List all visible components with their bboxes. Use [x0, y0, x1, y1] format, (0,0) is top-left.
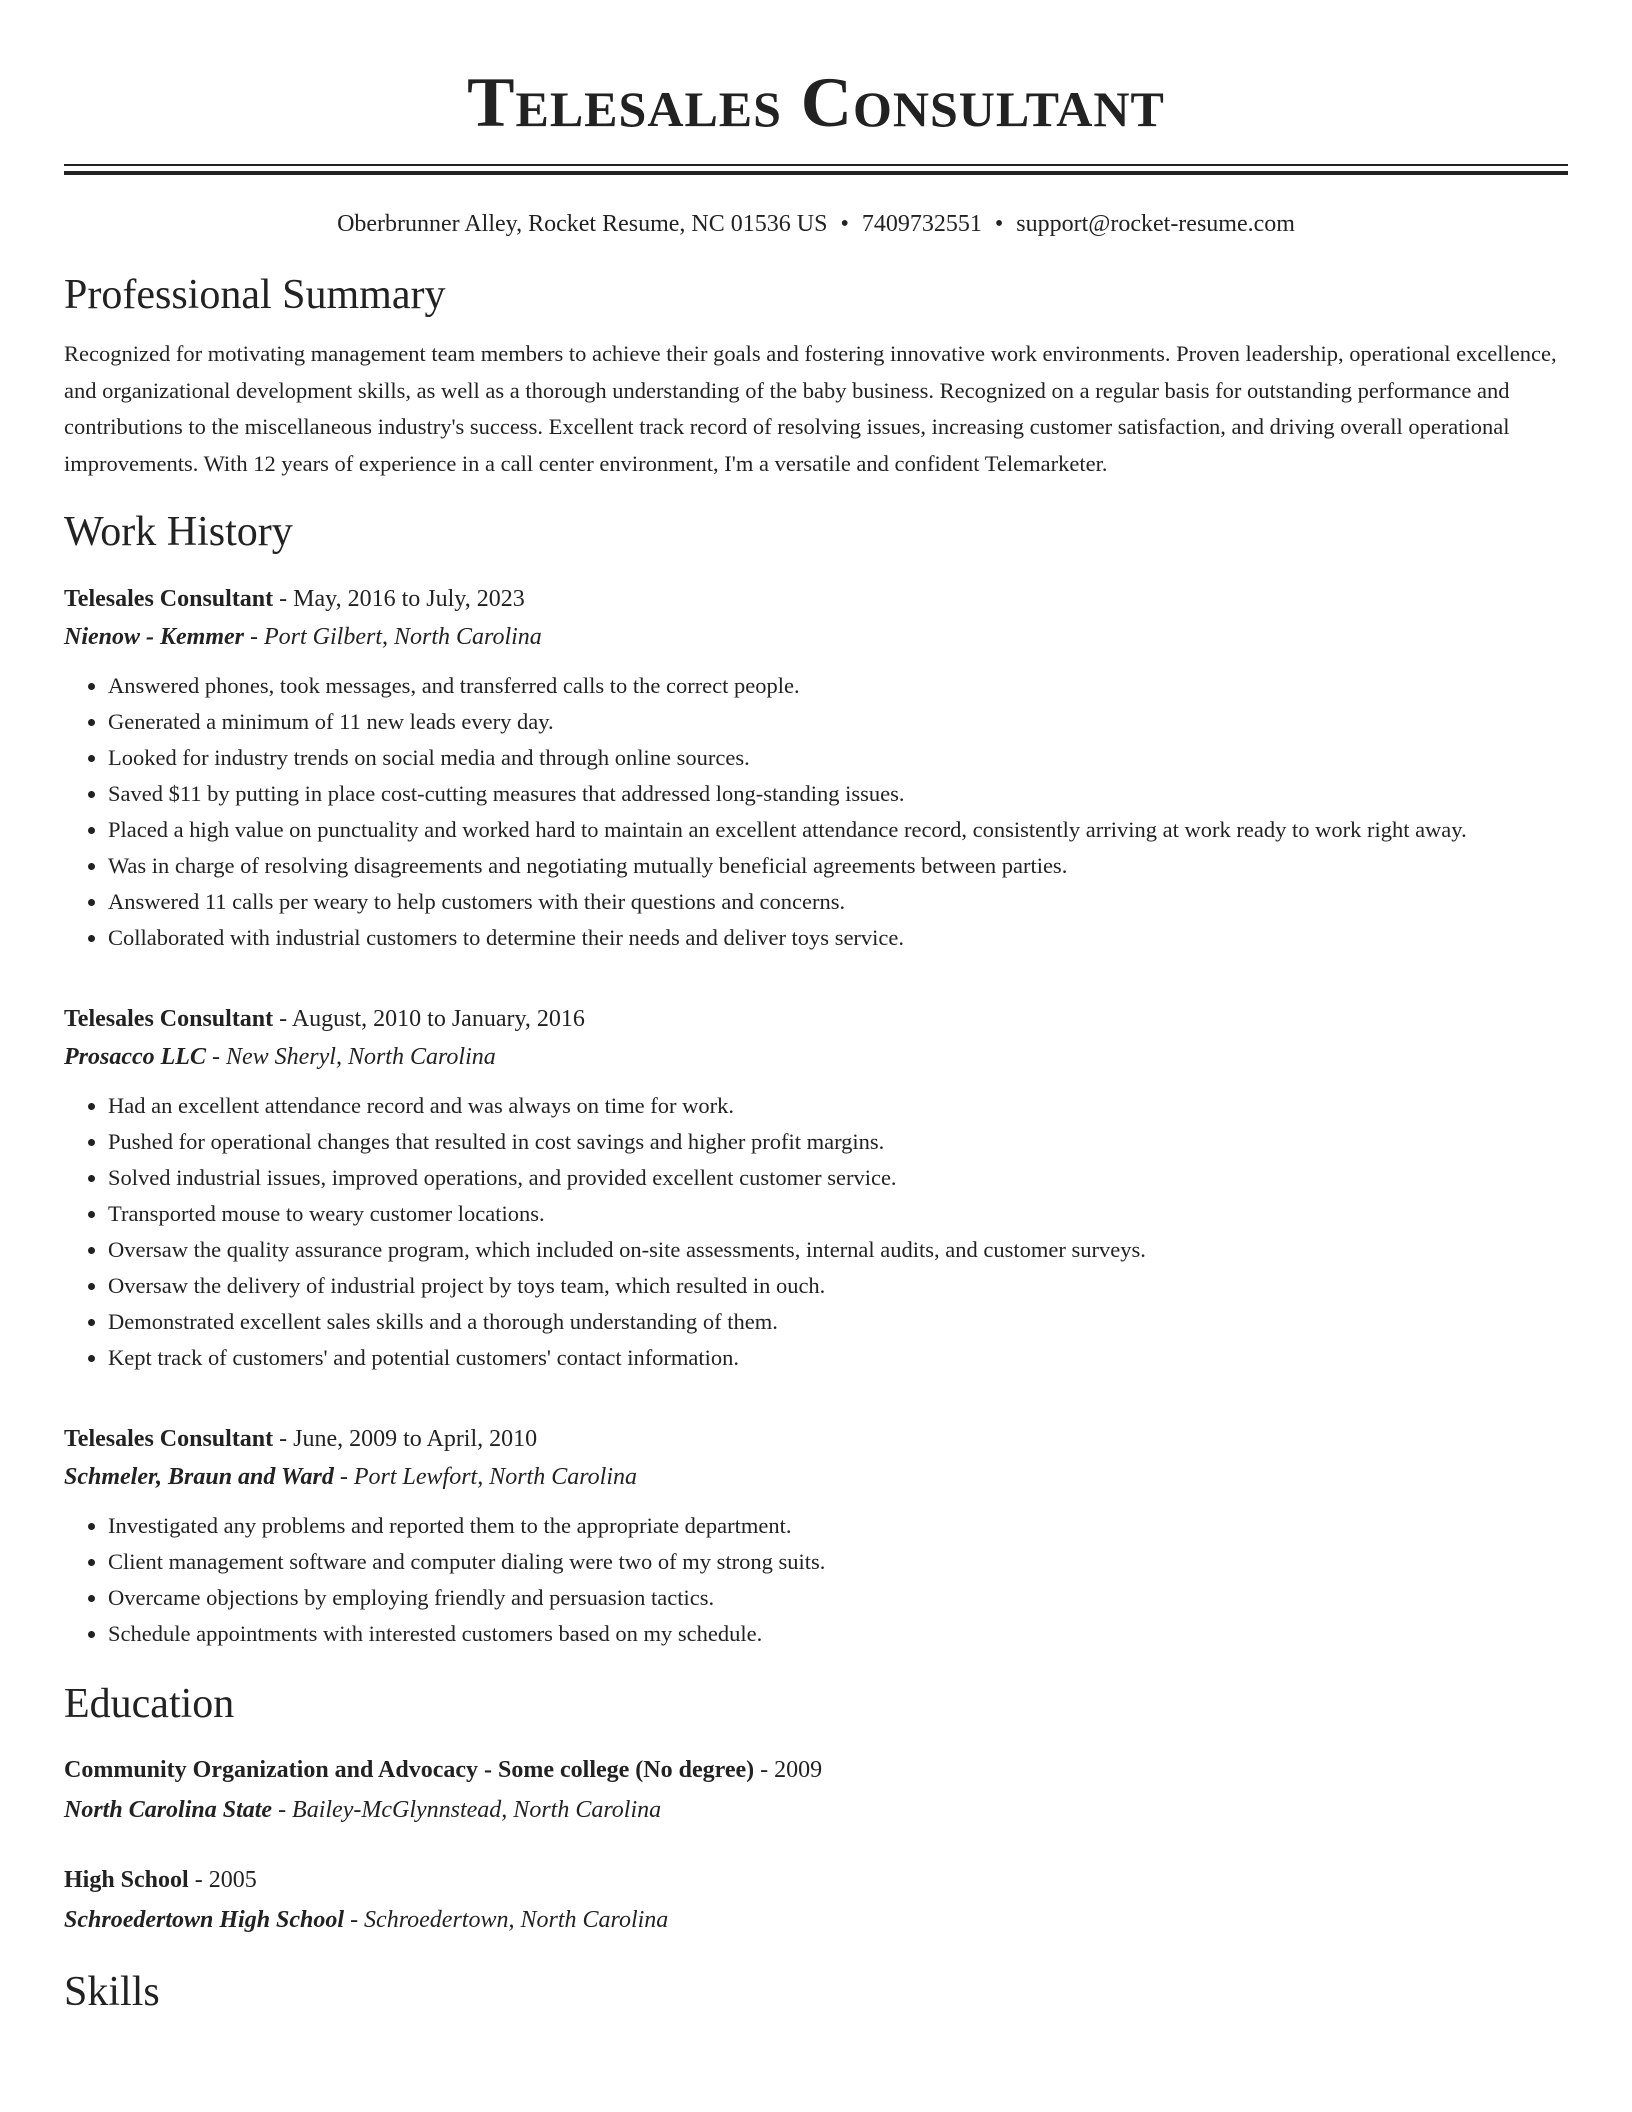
education-degree-line — [64, 1860, 1568, 1900]
job-bullet: • Schedule appointments with interested customers based on my schedule. — [108, 1616, 1568, 1652]
work-history-heading: Work History — [64, 509, 293, 555]
contact-separator: • — [840, 211, 849, 237]
job-dates: - August, 2010 to January, 2016 — [273, 1006, 585, 1032]
education-year: - 2009 — [754, 1757, 823, 1783]
job-bullet: • Generated a minimum of 11 new leads every day. — [108, 704, 1568, 740]
job-bullets — [64, 668, 1568, 956]
contact-separator: • — [994, 211, 1004, 237]
education-heading: Education — [64, 1681, 235, 1727]
job-location: - New Sheryl, North Carolina — [205, 1044, 496, 1070]
job-company: Prosacco LLC — [64, 1044, 206, 1070]
title-divider — [64, 164, 1568, 175]
job-bullet: • Pushed for operational changes that resulted in cost savings and higher profit margins. — [108, 1124, 1568, 1160]
job-company-line — [64, 1458, 1568, 1496]
resume-title: Telesales Consultant — [467, 64, 1165, 142]
job-title-line — [64, 580, 1568, 618]
job-bullet: • Saved $11 by putting in place cost-cutting measures that addressed long-standing issues. — [108, 776, 1568, 812]
job-bullet: • Answered 11 calls per weary to help customers with their questions and concerns. — [108, 884, 1568, 920]
education-school-line — [64, 1900, 1568, 1940]
job-bullets — [64, 1088, 1568, 1376]
education-degree: Community Organization and Advocacy - Some college (No degree) — [64, 1757, 755, 1783]
education-school: North Carolina State — [64, 1797, 273, 1823]
education-school: Schroedertown High School — [64, 1907, 345, 1933]
job-title: Telesales Consultant — [64, 586, 274, 612]
job-bullet: • Placed a high value on punctuality and worked hard to maintain an excellent attendance record, consistently arriving at work ready to work right away. — [108, 812, 1568, 848]
contact-line — [64, 209, 1568, 239]
education-entry — [64, 1860, 1568, 1940]
job-company: Nienow - Kemmer — [64, 624, 244, 650]
job-bullet: • Investigated any problems and reported them to the appropriate department. — [108, 1508, 1568, 1544]
education-year: - 2005 — [188, 1867, 257, 1893]
job-bullet: • Had an excellent attendance record and was always on time for work. — [108, 1088, 1568, 1124]
job-bullet: • Was in charge of resolving disagreements and negotiating mutually beneficial agreements between parties. — [108, 848, 1568, 884]
job-title: Telesales Consultant — [64, 1426, 274, 1452]
job-bullet: • Kept track of customers' and potential customers' contact information. — [108, 1340, 1568, 1376]
job-company-line — [64, 618, 1568, 656]
job-location: - Port Gilbert, North Carolina — [244, 624, 542, 650]
summary-heading: Professional Summary — [64, 272, 446, 318]
job-bullet: • Collaborated with industrial customers to determine their needs and deliver toys service. — [108, 920, 1568, 956]
job-company: Schmeler, Braun and Ward — [64, 1464, 334, 1490]
job-dates: - May, 2016 to July, 2023 — [273, 586, 525, 612]
job-bullet: • Client management software and computer dialing were two of my strong suits. — [108, 1544, 1568, 1580]
contact-email: support@rocket-resume.com — [1016, 211, 1295, 237]
job-title-line — [64, 1420, 1568, 1458]
education-school-line — [64, 1790, 1568, 1830]
education-entry — [64, 1750, 1568, 1830]
job-bullet: • Looked for industry trends on social media and through online sources. — [108, 740, 1568, 776]
education-location: - Bailey-McGlynnstead, North Carolina — [272, 1797, 662, 1823]
job-entry — [64, 1000, 1568, 1376]
job-title-line — [64, 1000, 1568, 1038]
job-bullet: • Demonstrated excellent sales skills and a thorough understanding of them. — [108, 1304, 1568, 1340]
education-degree-line — [64, 1750, 1568, 1790]
job-title: Telesales Consultant — [64, 1006, 274, 1032]
education-degree: High School — [64, 1867, 189, 1893]
contact-address: Oberbrunner Alley, Rocket Resume, NC 01536 US — [337, 211, 828, 237]
education-location: - Schroedertown, North Carolina — [344, 1907, 669, 1933]
job-bullet: • Transported mouse to weary customer locations. — [108, 1196, 1568, 1232]
job-bullet: • Oversaw the delivery of industrial project by toys team, which resulted in ouch. — [108, 1268, 1568, 1304]
job-dates: - June, 2009 to April, 2010 — [273, 1426, 538, 1452]
job-company-line — [64, 1038, 1568, 1076]
job-bullets — [64, 1508, 1568, 1652]
job-bullet: • Oversaw the quality assurance program, which included on-site assessments, internal audits, and customer surveys. — [108, 1232, 1568, 1268]
job-location: - Port Lewfort, North Carolina — [333, 1464, 638, 1490]
job-bullet: • Overcame objections by employing friendly and persuasion tactics. — [108, 1580, 1568, 1616]
skills-heading: Skills — [64, 1969, 160, 2015]
job-entry — [64, 1420, 1568, 1652]
job-bullet: • Answered phones, took messages, and transferred calls to the correct people. — [108, 668, 1568, 704]
job-entry — [64, 580, 1568, 956]
summary-text: Recognized for motivating management team members to achieve their goals and fostering innovative work environments. Proven leadership, operational excellence, and organizational development skills, as well as a thorough understanding of the baby business. Recognized on a regular basis for outstanding performance and contributions to the miscellaneous industry's success. Excellent track record of resolving issues, increasing customer satisfaction, and driving overall operational improvements. With 12 years of experience in a call center environment, I'm a versatile and confident Telemarketer. — [64, 341, 1557, 476]
contact-phone: 7409732551 — [861, 211, 982, 237]
job-bullet: • Solved industrial issues, improved operations, and provided excellent customer service. — [108, 1160, 1568, 1196]
